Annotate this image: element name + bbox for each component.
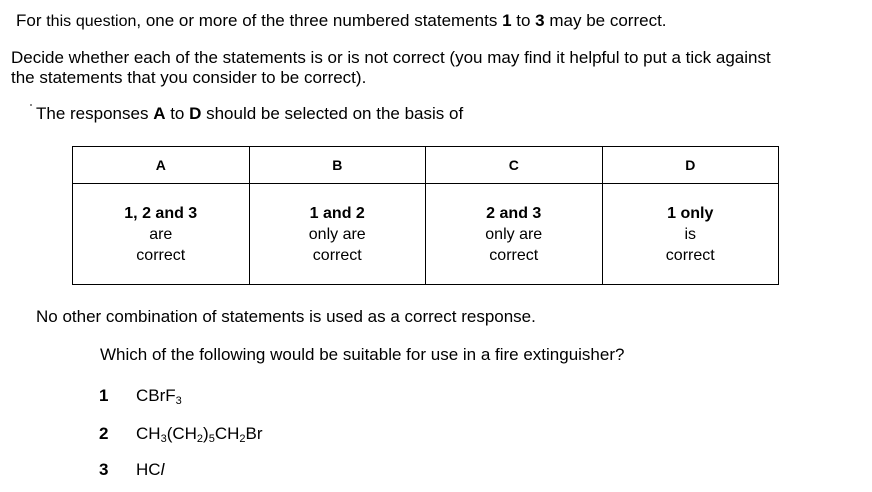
statement-number: 3 — [99, 460, 109, 479]
cell-c: 2 and 3 only are correct — [426, 184, 603, 285]
statement-formula: HCl — [136, 460, 165, 479]
cell-d: 1 only is correct — [602, 184, 779, 285]
statement-number: 1 — [99, 386, 109, 405]
statement-formula: CBrF$_3$ — [136, 386, 182, 407]
question-text: Which of the following would be suitable for use in a fire extinguisher? — [100, 345, 625, 364]
header-a: A — [73, 147, 250, 184]
instruction-line-4: The responses A to D should be selected on the basis of — [36, 104, 464, 123]
header-c: C — [426, 147, 603, 184]
stray-mark — [30, 104, 32, 106]
instruction-line-2: Decide whether each of the statements is or is not correct (you may find it helpful to put a tick against — [11, 48, 771, 67]
response-key-table — [72, 146, 779, 285]
note-text: No other combination of statements is used as a correct response. — [36, 307, 536, 326]
header-b: B — [249, 147, 426, 184]
statement-number: 2 — [99, 424, 109, 443]
cell-a: 1, 2 and 3 are correct — [73, 184, 250, 285]
instruction-line-3: the statements that you consider to be correct). — [11, 68, 367, 87]
cell-b: 1 and 2 only are correct — [249, 184, 426, 285]
header-d: D — [602, 147, 779, 184]
instruction-line-1: For this question, one or more of the three numbered statements 1 to 3 may be correct. — [16, 11, 667, 30]
statement-formula: $CH_3(CH_2)_5CH_2Br$ — [136, 424, 263, 445]
table-row — [73, 184, 779, 285]
table-header-row — [73, 147, 779, 184]
